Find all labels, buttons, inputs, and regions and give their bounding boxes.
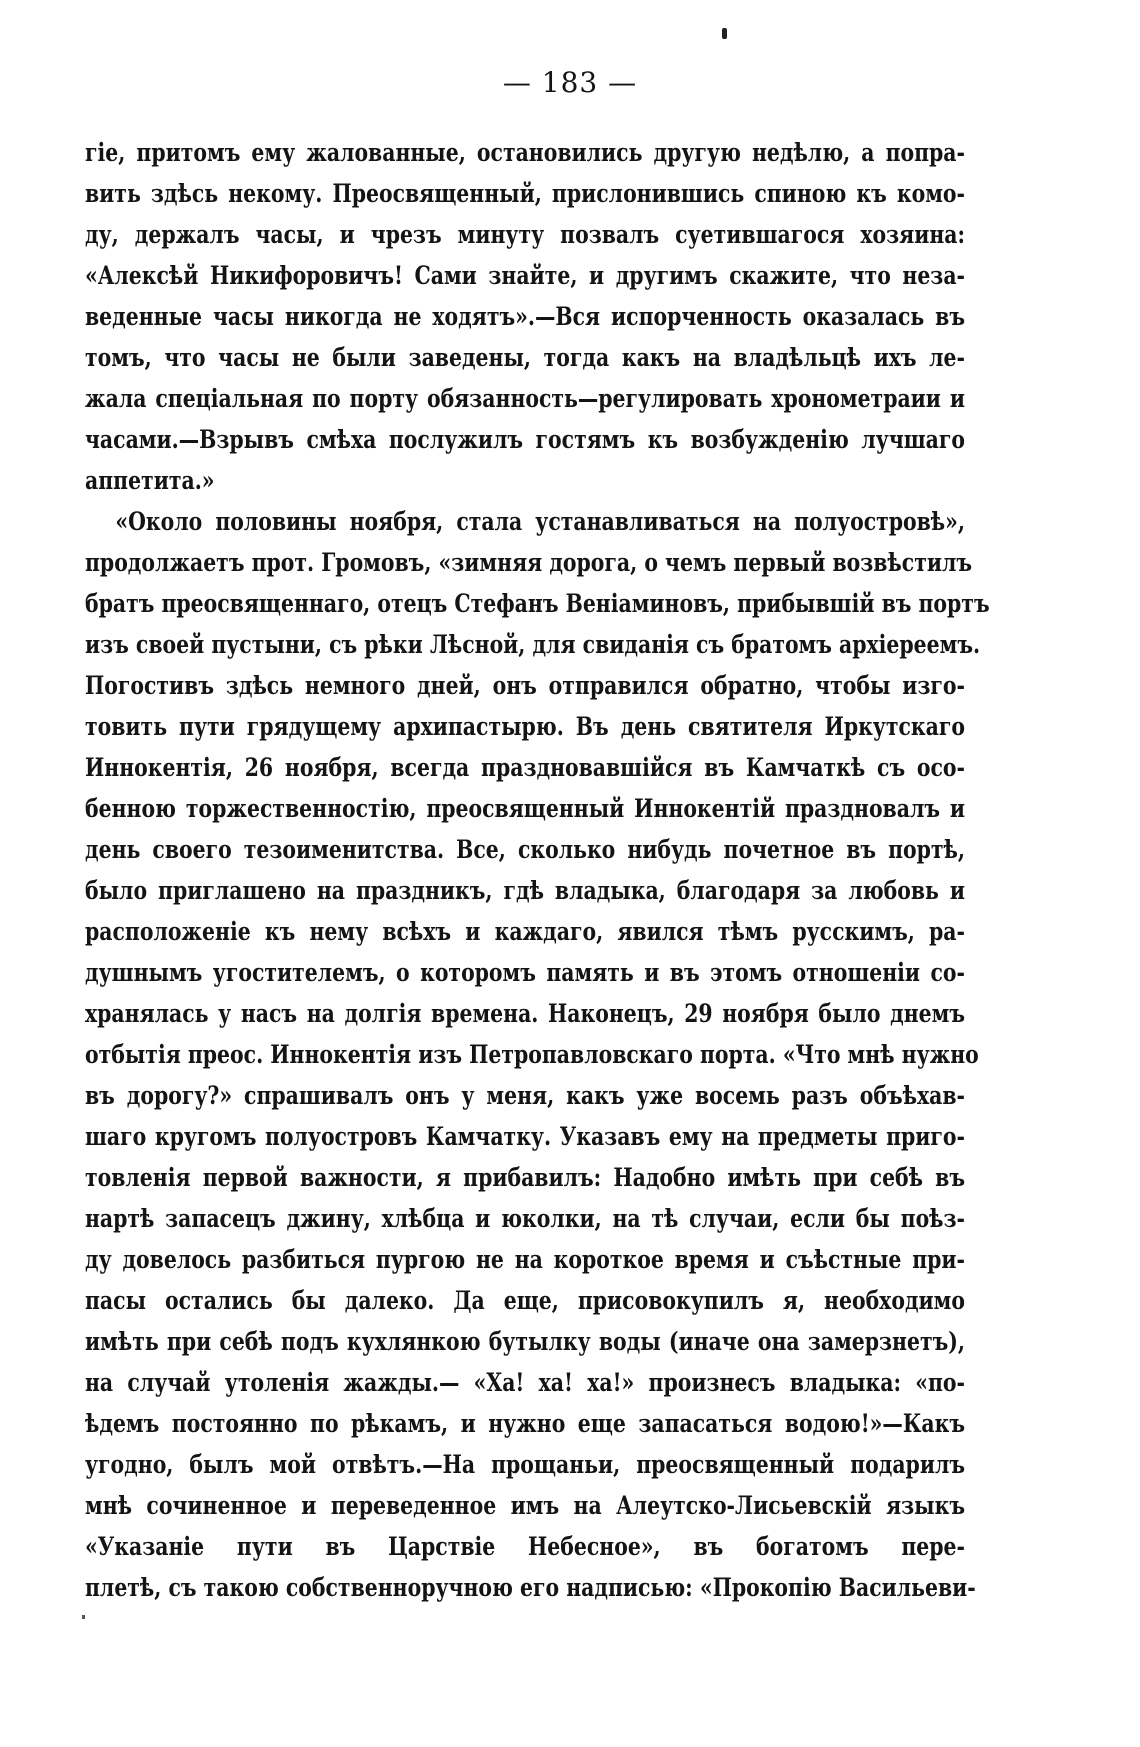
ink-mark bbox=[722, 28, 727, 39]
text-line: продолжаетъ прот. Громовъ, «зимняя дорога, о чемъ первый возвѣстилъ bbox=[85, 548, 972, 578]
text-line: часами.—Взрывъ смѣха послужилъ гостямъ къ возбужденію лучшаго bbox=[85, 425, 965, 455]
text-line: имѣть при себѣ подъ кухлянкою бутылку воды (иначе она замерзнетъ), bbox=[85, 1327, 965, 1357]
text-line: ду довелось разбиться пургою не на короткое время и съѣстные при- bbox=[85, 1245, 965, 1275]
text-line: день своего тезоименитства. Все, сколько нибудь почетное въ портѣ, bbox=[85, 835, 965, 865]
text-line: аппетита.» bbox=[85, 466, 215, 496]
text-line: въ дорогу?» спрашивалъ онъ у меня, какъ уже восемь разъ объѣхав- bbox=[85, 1081, 965, 1111]
text-line: «Около половины ноября, стала устанавливаться на полуостровѣ», bbox=[115, 507, 965, 537]
text-line: гіе, притомъ ему жалованные, остановились другую недѣлю, а попра- bbox=[85, 138, 965, 168]
text-line: вить здѣсь некому. Преосвященный, прислонившись спиною къ комо- bbox=[85, 179, 965, 209]
text-line: мнѣ сочиненное и переведенное имъ на Алеутско-Лисьевскій языкъ bbox=[85, 1491, 965, 1521]
text-line: «Алексѣй Никифоровичъ! Сами знайте, и другимъ скажите, что неза- bbox=[85, 261, 965, 291]
text-line: пасы остались бы далеко. Да еще, присовокупилъ я, необходимо bbox=[85, 1286, 965, 1316]
text-line: братъ преосвященнаго, отецъ Стефанъ Веніаминовъ, прибывшій въ портъ bbox=[85, 589, 990, 619]
text-line: на случай утоленія жажды.— «Ха! ха! ха!» произнесъ владыка: «по- bbox=[85, 1368, 965, 1398]
text-line: хранялась у насъ на долгія времена. Наконецъ, 29 ноября было днемъ bbox=[85, 999, 965, 1029]
text-line: веденные часы никогда не ходятъ».—Вся испорченность оказалась въ bbox=[85, 302, 965, 332]
print-speck bbox=[82, 1615, 85, 1619]
text-line: душнымъ угостителемъ, о которомъ память и въ этомъ отношеніи со- bbox=[85, 958, 965, 988]
text-line: отбытія преос. Иннокентія изъ Петропавловскаго порта. «Что мнѣ нужно bbox=[85, 1040, 979, 1070]
text-line: плетѣ, съ такою собственноручною его надписью: «Прокопію Васильеви- bbox=[85, 1573, 976, 1603]
text-line: «Указаніе пути въ Царствіе Небесное», въ богатомъ пере- bbox=[85, 1532, 965, 1562]
text-line: товленія первой важности, я прибавилъ: Надобно имѣть при себѣ въ bbox=[85, 1163, 965, 1193]
body-text bbox=[85, 133, 990, 1609]
text-line: Погостивъ здѣсь немного дней, онъ отправился обратно, чтобы изго- bbox=[85, 671, 965, 701]
text-line: было приглашено на праздникъ, гдѣ владыка, благодаря за любовь и bbox=[85, 876, 965, 906]
text-line: нартѣ запасецъ джину, хлѣбца и юколки, на тѣ случаи, если бы поѣз- bbox=[85, 1204, 965, 1234]
text-line: товить пути грядущему архипастырю. Въ день святителя Иркутскаго bbox=[85, 712, 965, 742]
text-line: изъ своей пустыни, съ рѣки Лѣсной, для свиданія съ братомъ архіереемъ. bbox=[85, 630, 981, 660]
text-line: расположеніе къ нему всѣхъ и каждаго, явился тѣмъ русскимъ, ра- bbox=[85, 917, 965, 947]
text-line: жала спеціальная по порту обязанность—регулировать хронометраии и bbox=[85, 384, 965, 414]
page-number: — 183 — bbox=[502, 66, 638, 99]
text-line: ѣдемъ постоянно по рѣкамъ, и нужно еще запасаться водою!»—Какъ bbox=[85, 1409, 965, 1439]
text-line: угодно, былъ мой отвѣтъ.—На прощаньи, преосвященный подарилъ bbox=[85, 1450, 965, 1480]
text-line: бенною торжественностію, преосвященный Иннокентій праздновалъ и bbox=[85, 794, 965, 824]
text-line: томъ, что часы не были заведены, тогда какъ на владѣльцѣ ихъ ле- bbox=[85, 343, 965, 373]
text-line: Иннокентія, 26 ноября, всегда праздновавшійся въ Камчаткѣ съ осо- bbox=[85, 753, 965, 783]
text-line: ду, держалъ часы, и чрезъ минуту позвалъ суетившагося хозяина: bbox=[85, 220, 965, 250]
text-line: шаго кругомъ полуостровъ Камчатку. Указавъ ему на предметы приго- bbox=[85, 1122, 965, 1152]
